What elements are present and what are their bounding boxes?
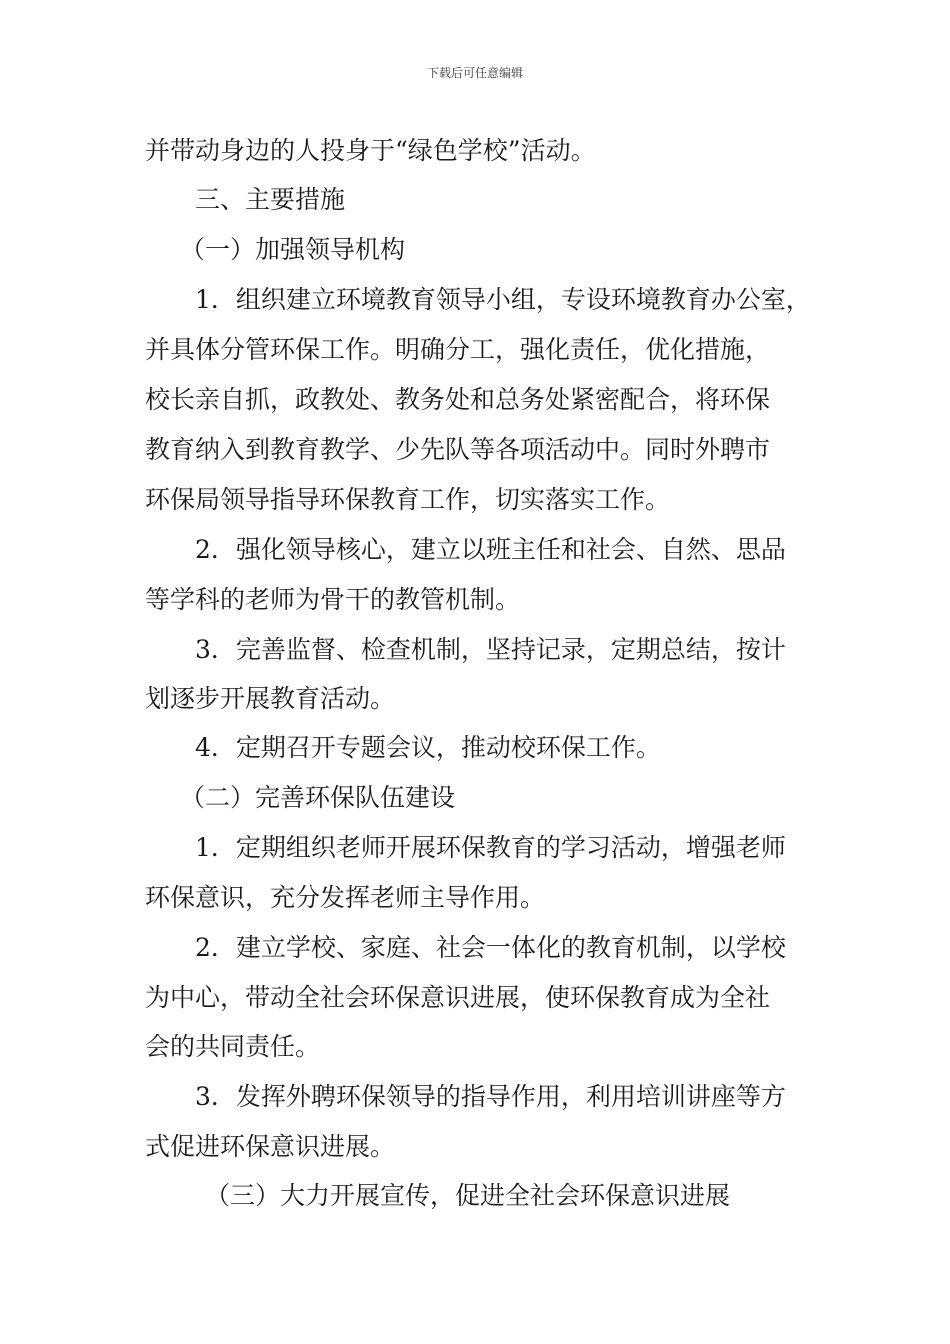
body-line: 4．定期召开专题会议，推动校环保工作。 <box>195 733 661 762</box>
body-line: 并带动身边的人投身于“绿色学校”活动。 <box>145 136 596 165</box>
body-line: 3．发挥外聘环保领导的指导作用，利用培训讲座等方 <box>195 1082 786 1111</box>
body-line: 并具体分管环保工作。明确分工，强化责任，优化措施， <box>145 335 771 364</box>
body-line: 2．建立学校、家庭、社会一体化的教育机制，以学校 <box>195 933 786 962</box>
page-header: 下载后可任意编辑 <box>426 66 523 80</box>
body-line: 会的共同责任。 <box>145 1032 321 1061</box>
body-line: 为中心，带动全社会环保意识进展，使环保教育成为全社 <box>145 983 771 1012</box>
section-heading: 三、主要措施 <box>195 185 346 214</box>
body-line: 等学科的老师为骨干的教管机制。 <box>145 585 521 614</box>
subsection-heading: （一）加强领导机构 <box>180 235 406 264</box>
subsection-heading: （三）大力开展宣传，促进全社会环保意识进展 <box>205 1181 731 1210</box>
body-line: 环保意识，充分发挥老师主导作用。 <box>145 883 546 912</box>
subsection-heading: （二）完善环保队伍建设 <box>180 783 456 812</box>
body-line: 环保局领导指导环保教育工作，切实落实工作。 <box>145 485 671 514</box>
body-line: 式促进环保意识进展。 <box>145 1132 396 1161</box>
body-line: 2．强化领导核心，建立以班主任和社会、自然、思品 <box>195 535 786 564</box>
body-line: 3．完善监督、检查机制，坚持记录，定期总结，按计 <box>195 635 786 664</box>
body-line: 教育纳入到教育教学、少先队等各项活动中。同时外聘市 <box>145 435 771 464</box>
body-line: 1．定期组织老师开展环保教育的学习活动，增强老师 <box>195 833 786 862</box>
body-line: 划逐步开展教育活动。 <box>145 684 396 713</box>
body-line: 校长亲自抓，政教处、教务处和总务处紧密配合，将环保 <box>145 385 771 414</box>
body-line: 1．组织建立环境教育领导小组，专设环境教育办公室， <box>195 285 811 314</box>
